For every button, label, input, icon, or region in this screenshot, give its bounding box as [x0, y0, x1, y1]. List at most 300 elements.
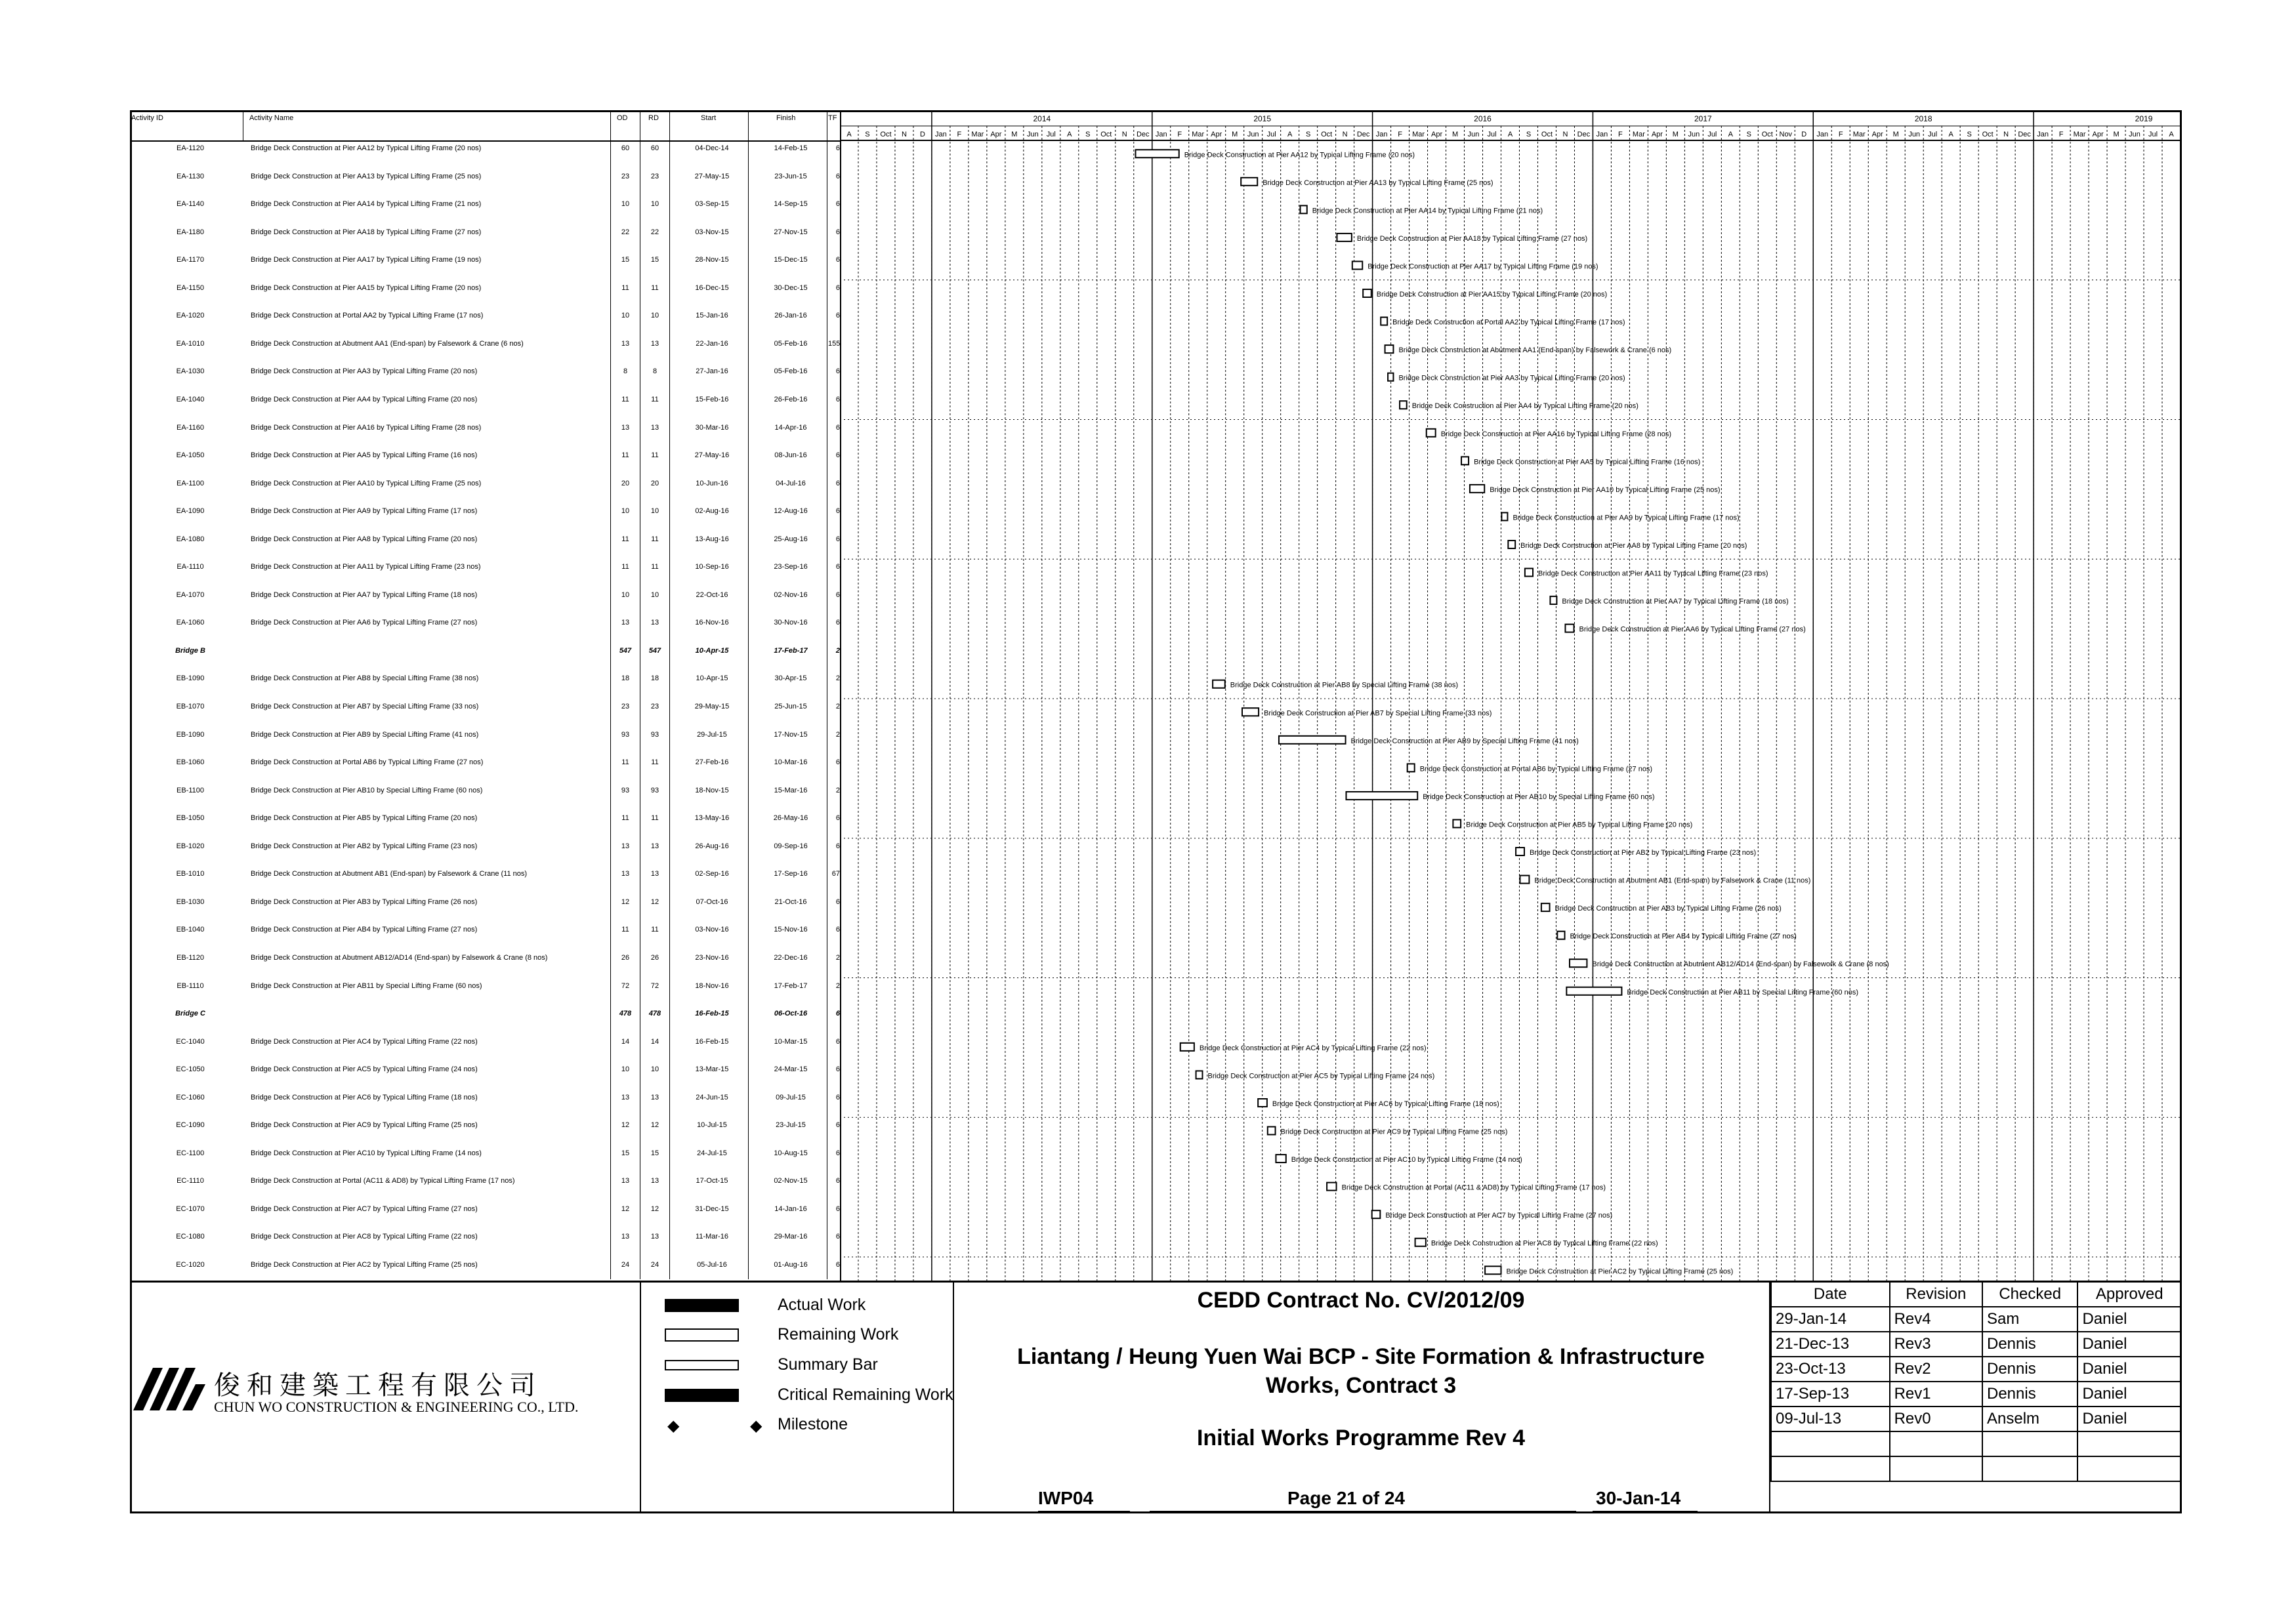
original-duration: 11	[621, 395, 629, 403]
activity-name: Bridge Deck Construction at Pier AA3 by Typical Lifting Frame (20 nos)	[251, 367, 478, 376]
total-float: 6	[835, 1149, 840, 1157]
activity-id: EB-1090	[176, 730, 205, 739]
remaining-duration: 10	[650, 1065, 659, 1074]
total-float: 2	[835, 730, 840, 739]
month-label: S	[1085, 131, 1091, 138]
original-duration: 13	[621, 1233, 630, 1241]
activity-id: EB-1030	[176, 897, 205, 906]
month-label: F	[1177, 131, 1182, 138]
total-float: 6	[835, 395, 840, 403]
activity-bar	[1565, 625, 1574, 632]
total-float: 6	[835, 1121, 840, 1130]
activity-id: EC-1040	[176, 1037, 205, 1046]
activity-id: EA-1010	[176, 339, 205, 348]
bar-label: Bridge Deck Construction at Pier AB7 by Special Lifting Frame (33 nos)	[1264, 709, 1492, 718]
revision-row	[1771, 1407, 2181, 1431]
month-label: M	[1011, 131, 1018, 138]
bar-label: Bridge Deck Construction at Pier AA6 by Typical Lifting Frame (27 nos)	[1579, 625, 1806, 634]
activity-name: Bridge Deck Construction at Pier AA4 by Typical Lifting Frame (20 nos)	[251, 395, 478, 403]
table-row	[131, 392, 840, 419]
month-label: Nov	[1779, 131, 1793, 138]
month-label: A	[1067, 131, 1072, 138]
total-float: 6	[835, 535, 840, 543]
activity-id: EC-1060	[176, 1093, 205, 1101]
table-row	[131, 531, 840, 559]
activity-name: Bridge Deck Construction at Pier AB2 by Typical Lifting Frame (23 nos)	[251, 842, 478, 850]
header-rd: RD	[648, 114, 659, 122]
activity-name: Bridge Deck Construction at Pier AB10 by Special Lifting Frame (60 nos)	[251, 786, 483, 794]
finish-date: 26-May-16	[773, 814, 808, 823]
start-date: 23-Nov-16	[695, 953, 729, 962]
finish-date: 25-Aug-16	[774, 535, 808, 543]
remaining-duration: 18	[650, 674, 659, 683]
activity-id: EA-1170	[177, 256, 204, 264]
original-duration: 23	[621, 703, 630, 710]
original-duration: 60	[621, 144, 630, 152]
finish-date: 17-Feb-17	[774, 646, 808, 655]
activity-name: Bridge Deck Construction at Pier AB3 by Typical Lifting Frame (26 nos)	[251, 897, 478, 906]
bar-label: Bridge Deck Construction at Pier AA14 by Typical Lifting Frame (21 nos)	[1312, 207, 1543, 215]
start-date: 17-Oct-15	[696, 1177, 728, 1185]
bar-label: Bridge Deck Construction at Pier AB8 by Special Lifting Frame (38 nos)	[1230, 681, 1459, 689]
year-label: 2014	[1033, 114, 1051, 123]
table-row	[131, 615, 840, 642]
activity-name: Bridge Deck Construction at Pier AA17 by Typical Lifting Frame (19 nos)	[251, 256, 482, 264]
month-label: S	[1526, 131, 1532, 138]
finish-date: 21-Oct-16	[774, 897, 807, 906]
original-duration: 13	[621, 842, 630, 850]
month-label: Jun	[2129, 131, 2140, 138]
total-float: 6	[835, 144, 840, 152]
remaining-duration: 10	[650, 200, 659, 209]
month-label: F	[957, 131, 962, 138]
table-row	[131, 1117, 840, 1145]
activity-id: EC-1100	[176, 1149, 205, 1157]
original-duration: 11	[621, 563, 629, 571]
remaining-duration: 11	[651, 758, 659, 767]
total-float: 2	[835, 786, 840, 794]
finish-date: 15-Nov-16	[774, 926, 808, 934]
bar-label: Bridge Deck Construction at Pier AA15 by Typical Lifting Frame (20 nos)	[1376, 291, 1608, 299]
month-label: Jan	[1155, 131, 1167, 138]
legend-remaining-work: Remaining Work	[665, 1325, 759, 1344]
month-label: Oct	[1761, 131, 1773, 138]
activity-bar	[1541, 903, 1550, 911]
start-date: 18-Nov-16	[695, 981, 729, 990]
bar-label: Bridge Deck Construction at Abutment AB12/AD14 (End-span) by Falsework & Crane (8 nos)	[1592, 960, 1889, 969]
finish-date: 23-Jul-15	[776, 1121, 806, 1130]
table-row	[131, 1090, 840, 1117]
finish-date: 12-Aug-16	[774, 507, 808, 516]
activity-id: EA-1130	[177, 172, 204, 180]
activity-id: EC-1020	[176, 1261, 205, 1269]
original-duration: 13	[621, 423, 630, 432]
company-logo-mark	[130, 1361, 209, 1414]
original-duration: 10	[621, 1065, 630, 1074]
activity-bar	[1508, 541, 1515, 548]
remaining-duration: 13	[650, 842, 659, 850]
activity-bar	[1470, 485, 1484, 493]
table-row	[131, 1034, 840, 1061]
revision-header-row	[1771, 1282, 2181, 1307]
year-label: 2017	[1694, 114, 1712, 123]
start-date: 03-Nov-16	[695, 926, 729, 934]
activity-id: EC-1080	[176, 1233, 205, 1241]
activity-bar	[1276, 1155, 1285, 1162]
activity-name: Bridge Deck Construction at Abutment AB12/AD14 (End-span) by Falsework & Crane (8 nos)	[251, 953, 548, 962]
original-duration: 26	[621, 953, 630, 962]
header-tf: TF	[828, 114, 837, 122]
activity-bar	[1135, 150, 1179, 157]
bar-label: Bridge Deck Construction at Pier AB11 by Special Lifting Frame (60 nos)	[1627, 988, 1858, 996]
month-label: Jul	[1928, 131, 1938, 138]
activity-bar	[1557, 932, 1564, 939]
month-label: Jun	[1688, 131, 1700, 138]
total-float: 6	[835, 283, 840, 292]
header-activity-id: Activity ID	[131, 114, 163, 122]
activity-id: EC-1050	[176, 1065, 205, 1074]
table-row	[131, 810, 840, 838]
total-float: 6	[835, 1010, 840, 1018]
total-float: 6	[835, 312, 840, 320]
activity-bar	[1363, 289, 1371, 297]
activity-id: EA-1180	[177, 228, 204, 236]
total-float: 2	[835, 703, 840, 710]
month-label: N	[901, 131, 907, 138]
document-code: IWP04	[1038, 1488, 1094, 1508]
activity-bar	[1570, 959, 1587, 967]
table-row	[131, 1061, 840, 1089]
start-date: 18-Nov-15	[695, 786, 729, 794]
revision-row	[1771, 1307, 2181, 1332]
remaining-duration: 13	[650, 1233, 659, 1241]
revision-cell	[1771, 1456, 1890, 1481]
start-date: 10-Sep-16	[695, 563, 729, 571]
month-label: Apr	[1211, 131, 1222, 138]
activity-name: Bridge Deck Construction at Pier AA6 by Typical Lifting Frame (27 nos)	[251, 619, 478, 627]
total-float: 6	[835, 1233, 840, 1241]
table-row	[131, 476, 840, 503]
table-row	[131, 783, 840, 810]
activity-id: EA-1080	[176, 535, 205, 543]
activity-bar	[1258, 1099, 1267, 1107]
project-title-line1: Liantang / Heung Yuen Wai BCP - Site Formation & Infrastructure	[1017, 1344, 1705, 1369]
month-label: Jul	[2148, 131, 2158, 138]
activity-name: Bridge Deck Construction at Pier AA14 by Typical Lifting Frame (21 nos)	[251, 200, 482, 209]
legend-swatch-actual	[665, 1299, 739, 1312]
month-label: Apr	[2092, 131, 2104, 138]
bar-label: Bridge Deck Construction at Pier AC8 by Typical Lifting Frame (22 nos)	[1430, 1239, 1658, 1248]
activity-name: Bridge Deck Construction at Portal AB6 by Typical Lifting Frame (27 nos)	[251, 758, 484, 767]
bar-label: Bridge Deck Construction at Portal (AC11 & AD8) by Typical Lifting Frame (17 nos)	[1341, 1183, 1606, 1192]
company-logo	[130, 1345, 638, 1424]
activity-bar	[1372, 1210, 1381, 1218]
bar-label: Bridge Deck Construction at Pier AC9 by Typical Lifting Frame (25 nos)	[1280, 1128, 1508, 1136]
month-label: D	[1801, 131, 1807, 138]
activity-name: Bridge Deck Construction at Pier AC9 by Typical Lifting Frame (25 nos)	[251, 1121, 478, 1130]
month-label: D	[919, 131, 925, 138]
table-row	[131, 978, 840, 1006]
activity-name: Bridge Deck Construction at Pier AB11 by Special Lifting Frame (60 nos)	[251, 981, 482, 990]
table-row	[131, 922, 840, 949]
finish-date: 02-Nov-15	[774, 1177, 808, 1185]
month-label: M	[1892, 131, 1899, 138]
legend-summary-bar: Summary Bar	[665, 1355, 759, 1374]
bar-label: Bridge Deck Construction at Pier AA18 by Typical Lifting Frame (27 nos)	[1356, 234, 1588, 243]
month-label: Apr	[990, 131, 1002, 138]
total-float: 2	[835, 981, 840, 990]
table-row	[131, 754, 840, 782]
milestone-diamond-icon: ◆	[667, 1417, 680, 1435]
finish-date: 23-Sep-16	[774, 563, 808, 571]
remaining-duration: 11	[651, 814, 659, 823]
remaining-duration: 11	[651, 395, 659, 403]
original-duration: 10	[621, 507, 630, 516]
finish-date: 23-Jun-15	[774, 172, 807, 180]
revision-cell: Dennis	[1982, 1357, 2077, 1382]
finish-date: 10-Mar-15	[774, 1037, 808, 1046]
table-row	[131, 196, 840, 224]
original-duration: 72	[621, 981, 630, 990]
month-label: Jun	[1247, 131, 1259, 138]
bar-label: Bridge Deck Construction at Pier AC4 by Typical Lifting Frame (22 nos)	[1199, 1044, 1427, 1052]
revision-cell: Rev2	[1890, 1357, 1982, 1382]
activity-bar	[1485, 1266, 1501, 1274]
total-float: 6	[835, 1204, 840, 1213]
table-row	[131, 363, 840, 391]
table-row	[131, 727, 840, 754]
revision-cell	[2077, 1431, 2181, 1456]
activity-name: Bridge Deck Construction at Pier AC4 by Typical Lifting Frame (22 nos)	[251, 1037, 478, 1046]
month-label: S	[1746, 131, 1751, 138]
activity-id: EB-1120	[177, 953, 204, 962]
finish-date: 17-Feb-17	[774, 981, 808, 990]
start-date: 16-Dec-15	[695, 283, 729, 292]
month-label: Mar	[1632, 131, 1645, 138]
activity-bar	[1346, 792, 1417, 800]
activity-name: Bridge Deck Construction at Pier AC7 by Typical Lifting Frame (27 nos)	[251, 1204, 478, 1213]
remaining-duration: 13	[650, 1177, 659, 1185]
revision-table	[1769, 1281, 2182, 1513]
original-duration: 15	[621, 1149, 630, 1157]
revision-cell: Daniel	[2077, 1407, 2181, 1431]
activity-bar	[1381, 318, 1387, 325]
revision-row	[1771, 1431, 2181, 1456]
start-date: 30-Mar-16	[695, 423, 729, 432]
month-label: Mar	[1192, 131, 1205, 138]
remaining-duration: 13	[650, 870, 659, 878]
start-date: 03-Sep-15	[695, 200, 729, 209]
start-date: 13-Mar-15	[695, 1065, 729, 1074]
remaining-duration: 12	[650, 1121, 659, 1130]
revision-cell: Daniel	[2077, 1357, 2181, 1382]
total-float: 6	[835, 1093, 840, 1101]
start-date: 24-Jun-15	[696, 1093, 728, 1101]
bar-label: Bridge Deck Construction at Pier AA10 by Typical Lifting Frame (25 nos)	[1490, 485, 1721, 494]
activity-bar	[1400, 401, 1407, 409]
activity-bar	[1453, 819, 1461, 827]
month-label: Dec	[1136, 131, 1150, 138]
original-duration: 13	[621, 339, 630, 348]
activity-name: Bridge Deck Construction at Pier AA13 by Typical Lifting Frame (25 nos)	[251, 172, 482, 180]
activity-bar	[1279, 736, 1346, 744]
title-block	[953, 1281, 1769, 1513]
month-label: Apr	[1651, 131, 1663, 138]
activity-bar	[1388, 373, 1393, 381]
start-date: 04-Dec-14	[695, 144, 729, 152]
month-label: M	[1672, 131, 1679, 138]
page-number: Page 21 of 24	[1287, 1488, 1405, 1508]
start-date: 29-Jul-15	[697, 730, 727, 739]
month-label: A	[1728, 131, 1734, 138]
total-float: 6	[835, 1177, 840, 1185]
start-date: 28-Nov-15	[695, 256, 729, 264]
start-date: 10-Apr-15	[696, 674, 728, 683]
original-duration: 93	[621, 786, 630, 794]
month-label: Oct	[1541, 131, 1553, 138]
activity-bar	[1268, 1127, 1276, 1135]
activity-id: EA-1110	[177, 563, 204, 571]
year-label: 2016	[1474, 114, 1492, 123]
revision-cell	[1982, 1456, 2077, 1481]
bar-label: Bridge Deck Construction at Pier AA11 by Typical Lifting Frame (23 nos)	[1538, 569, 1768, 578]
month-label: M	[2113, 131, 2119, 138]
original-duration: 13	[621, 870, 630, 878]
remaining-duration: 10	[650, 507, 659, 516]
remaining-duration: 12	[650, 1204, 659, 1213]
total-float: 67	[831, 870, 840, 878]
original-duration: 12	[621, 1121, 630, 1130]
month-label: Mar	[1412, 131, 1425, 138]
start-date: 10-Apr-15	[695, 646, 729, 655]
remaining-duration: 22	[650, 228, 659, 236]
project-title-line2: Works, Contract 3	[1265, 1373, 1457, 1398]
legend-swatch-remaining	[665, 1328, 739, 1342]
revision-cell: Dennis	[1982, 1382, 2077, 1407]
activity-bar	[1461, 457, 1469, 464]
bar-label: Bridge Deck Construction at Pier AA17 by Typical Lifting Frame (19 nos)	[1367, 262, 1598, 271]
table-row	[131, 503, 840, 531]
original-duration: 478	[619, 1010, 632, 1018]
wbs-summary-row	[131, 1006, 840, 1033]
activity-bar	[1550, 596, 1556, 604]
activity-name: Bridge Deck Construction at Pier AC6 by Typical Lifting Frame (18 nos)	[251, 1093, 478, 1101]
remaining-duration: 14	[650, 1037, 659, 1046]
month-label: Oct	[1100, 131, 1112, 138]
activity-id: EC-1090	[176, 1121, 205, 1130]
total-float: 6	[835, 897, 840, 906]
revision-cell: 17-Sep-13	[1771, 1382, 1890, 1407]
bar-label: Bridge Deck Construction at Pier AA7 by Typical Lifting Frame (18 nos)	[1562, 598, 1789, 606]
remaining-duration: 547	[648, 646, 661, 655]
total-float: 6	[835, 758, 840, 767]
finish-date: 14-Apr-16	[774, 423, 807, 432]
finish-date: 26-Feb-16	[774, 395, 808, 403]
table-row	[131, 559, 840, 586]
revision-cell	[1771, 1431, 1890, 1456]
total-float: 6	[835, 1261, 840, 1269]
legend-swatch-critical	[665, 1389, 739, 1402]
revision-cell: 09-Jul-13	[1771, 1407, 1890, 1431]
activity-bar	[1180, 1043, 1194, 1051]
activity-name: Bridge Deck Construction at Portal AA2 by Typical Lifting Frame (17 nos)	[251, 312, 484, 320]
original-duration: 11	[621, 535, 629, 543]
table-row	[131, 950, 840, 977]
start-date: 24-Jul-15	[697, 1149, 727, 1157]
activity-name: Bridge Deck Construction at Pier AB7 by Special Lifting Frame (33 nos)	[251, 703, 479, 710]
activity-id: EA-1120	[177, 144, 204, 152]
activity-id: EB-1070	[176, 703, 205, 710]
table-row	[131, 838, 840, 866]
bar-label: Bridge Deck Construction at Pier AA16 by Typical Lifting Frame (28 nos)	[1440, 430, 1672, 438]
finish-date: 30-Apr-15	[774, 674, 807, 683]
table-row	[131, 1201, 840, 1229]
activity-id: EA-1040	[176, 395, 205, 403]
bar-label: Bridge Deck Construction at Pier AA3 by Typical Lifting Frame (20 nos)	[1398, 374, 1625, 382]
table-row	[131, 699, 840, 726]
year-label: 2019	[2135, 114, 2153, 123]
table-row	[131, 336, 840, 363]
table-row	[131, 169, 840, 196]
legend: Actual Work Remaining Work Summary Bar Critical Remaining Work ◆ ◆ Milestone	[640, 1281, 954, 1513]
contract-number: CEDD Contract No. CV/2012/09	[1197, 1288, 1525, 1313]
month-label: S	[865, 131, 870, 138]
revision-row	[1771, 1357, 2181, 1382]
month-label: Apr	[1871, 131, 1883, 138]
bar-label: Bridge Deck Construction at Portal AA2 by Typical Lifting Frame (17 nos)	[1392, 318, 1625, 327]
legend-actual-work: Actual Work	[665, 1296, 759, 1315]
original-duration: 23	[621, 172, 630, 180]
activity-name: Bridge Deck Construction at Pier AA12 by Typical Lifting Frame (20 nos)	[251, 144, 482, 152]
activity-id: Bridge C	[175, 1010, 205, 1018]
activity-bar	[1525, 569, 1533, 577]
revision-cell: Dennis	[1982, 1332, 2077, 1357]
original-duration: 11	[621, 451, 629, 460]
original-duration: 12	[621, 897, 630, 906]
finish-date: 15-Mar-16	[774, 786, 808, 794]
activity-id: EC-1070	[176, 1204, 205, 1213]
activity-table-header	[130, 112, 840, 142]
activity-name: Bridge Deck Construction at Pier AA7 by Typical Lifting Frame (18 nos)	[251, 590, 478, 599]
table-row	[131, 252, 840, 279]
activity-name: Bridge Deck Construction at Abutment AA1 (End-span) by Falsework & Crane (6 nos)	[251, 339, 524, 348]
month-label: N	[1562, 131, 1568, 138]
total-float: 6	[835, 479, 840, 487]
month-label: A	[846, 131, 852, 138]
activity-name: Bridge Deck Construction at Pier AA8 by Typical Lifting Frame (20 nos)	[251, 535, 478, 543]
bar-label: Bridge Deck Construction at Pier AA4 by Typical Lifting Frame (20 nos)	[1411, 402, 1639, 411]
bar-label: Bridge Deck Construction at Abutment AB1 (End-span) by Falsework & Crane (11 nos)	[1534, 876, 1811, 885]
revision-cell: Daniel	[2077, 1307, 2181, 1332]
month-label: A	[1507, 131, 1513, 138]
month-label: Jan	[935, 131, 947, 138]
month-label: Jul	[1266, 131, 1276, 138]
month-label: F	[1618, 131, 1623, 138]
month-label: Jan	[1596, 131, 1608, 138]
table-row	[131, 587, 840, 615]
total-float: 6	[835, 423, 840, 432]
bar-label: Bridge Deck Construction at Portal AB6 by Typical Lifting Frame (27 nos)	[1419, 765, 1653, 773]
header-activity-name: Activity Name	[249, 114, 294, 122]
remaining-duration: 93	[650, 786, 659, 794]
month-label: N	[2003, 131, 2009, 138]
month-label: M	[1451, 131, 1459, 138]
original-duration: 13	[621, 1177, 630, 1185]
finish-date: 05-Feb-16	[774, 367, 808, 376]
total-float: 6	[835, 451, 840, 460]
activity-bar	[1352, 261, 1362, 269]
table-row	[131, 1229, 840, 1256]
